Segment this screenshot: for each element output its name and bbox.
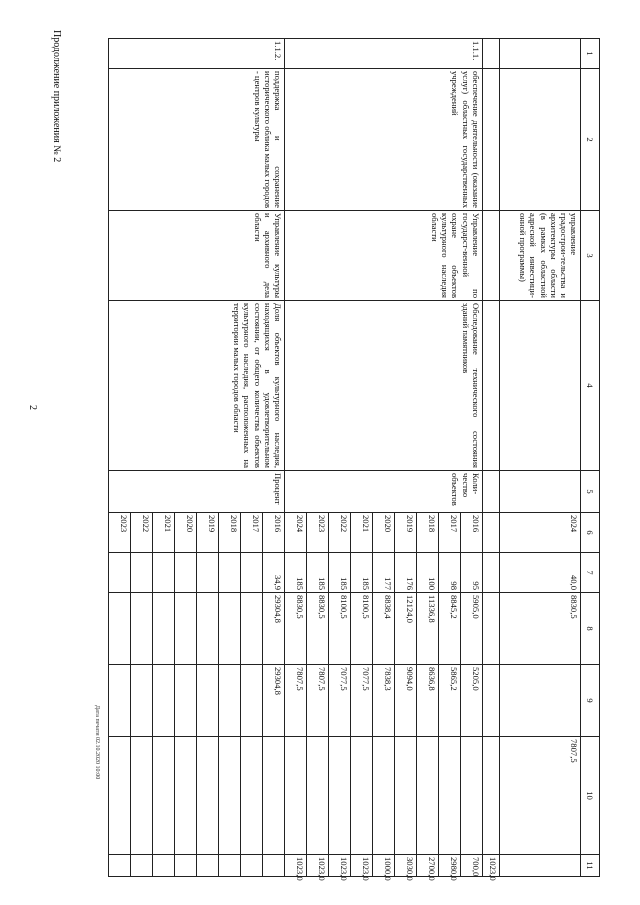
- value-cell: [131, 593, 153, 665]
- value-cell: 8636,8: [416, 665, 438, 737]
- value-cell: [196, 737, 218, 855]
- value-cell: 8830,5: [499, 593, 580, 665]
- value-cell: [153, 855, 175, 877]
- year-cell: 2016: [262, 513, 284, 553]
- value-cell: 98: [438, 553, 460, 593]
- value-cell: [153, 737, 175, 855]
- value-cell: 5865,2: [438, 665, 460, 737]
- value-cell: 2700,0: [416, 855, 438, 877]
- value-cell: [109, 553, 131, 593]
- value-cell: [218, 553, 240, 593]
- value-cell: 1023,0: [482, 855, 499, 877]
- year-cell: 2023: [306, 513, 328, 553]
- header-cell: 5: [581, 471, 600, 513]
- value-cell: [218, 593, 240, 665]
- year-cell: 2022: [131, 513, 153, 553]
- value-cell: 1023,0: [350, 855, 372, 877]
- value-cell: [109, 855, 131, 877]
- value-cell: [240, 855, 262, 877]
- header-cell: 8: [581, 593, 600, 665]
- value-cell: 5205,0: [460, 665, 482, 737]
- value-cell: 7077,5: [328, 665, 350, 737]
- value-cell: [109, 593, 131, 665]
- value-cell: 8845,2: [438, 593, 460, 665]
- value-cell: [240, 553, 262, 593]
- item-executor: Управление культуры и архивного дела области: [109, 211, 285, 301]
- year-cell: 2024: [499, 513, 580, 553]
- carry-executor: управление градострои-тельства и архитектуры области (в рамках областной адресной инвестици-онной программы): [499, 211, 580, 301]
- value-cell: [240, 737, 262, 855]
- value-cell: 5905,0: [460, 593, 482, 665]
- value-cell: [240, 665, 262, 737]
- value-cell: 8830,5: [284, 593, 306, 665]
- year-cell: 2020: [372, 513, 394, 553]
- value-cell: [153, 665, 175, 737]
- year-cell: 2016: [460, 513, 482, 553]
- value-cell: 1023,0: [328, 855, 350, 877]
- value-cell: [372, 737, 394, 855]
- value-cell: [109, 665, 131, 737]
- value-cell: [174, 665, 196, 737]
- value-cell: [328, 737, 350, 855]
- value-cell: [262, 737, 284, 855]
- year-cell: 2017: [438, 513, 460, 553]
- value-cell: [394, 737, 416, 855]
- table-row: [460, 39, 482, 877]
- value-cell: [196, 593, 218, 665]
- value-cell: 185: [350, 553, 372, 593]
- carry-row: [499, 39, 580, 877]
- value-cell: 8100,5: [350, 593, 372, 665]
- value-cell: 3030,0: [394, 855, 416, 877]
- value-cell: [131, 553, 153, 593]
- value-cell: [131, 665, 153, 737]
- value-cell: 8838,4: [372, 593, 394, 665]
- item-indicator: Доля объектов культурного наследия, находящихся в удовлетворительном состоянии, от общего количества объектов культурного наследия, расположенных на территории малых городов области: [109, 301, 285, 471]
- year-cell: 2023: [109, 513, 131, 553]
- value-cell: [174, 855, 196, 877]
- value-cell: [460, 737, 482, 855]
- value-cell: [438, 737, 460, 855]
- value-cell: 7807,5: [306, 665, 328, 737]
- value-cell: [174, 553, 196, 593]
- year-cell: 2017: [240, 513, 262, 553]
- item-2-body: [109, 39, 285, 877]
- header-cell: 2: [581, 69, 600, 211]
- value-cell: [174, 737, 196, 855]
- value-cell: [174, 593, 196, 665]
- value-cell: 176: [394, 553, 416, 593]
- value-cell: 2980,0: [438, 855, 460, 877]
- header-cell: 4: [581, 301, 600, 471]
- value-cell: 40,0: [499, 553, 580, 593]
- value-cell: 29304,8: [262, 593, 284, 665]
- year-cell: 2020: [174, 513, 196, 553]
- value-cell: [284, 737, 306, 855]
- value-cell: 7807,5: [499, 737, 580, 855]
- value-cell: 8100,5: [328, 593, 350, 665]
- item-number: 1.1.1.: [284, 39, 482, 69]
- value-cell: 185: [306, 553, 328, 593]
- header-cell: 10: [581, 737, 600, 855]
- value-cell: 12124,0: [394, 593, 416, 665]
- value-cell: [218, 737, 240, 855]
- item-unit: Процент: [109, 471, 285, 513]
- value-cell: 9094,0: [394, 665, 416, 737]
- header-cell: 1: [581, 39, 600, 69]
- table-row: [262, 39, 284, 877]
- value-cell: 7807,5: [284, 665, 306, 737]
- value-cell: [306, 737, 328, 855]
- value-cell: 100: [416, 553, 438, 593]
- year-cell: 2024: [284, 513, 306, 553]
- value-cell: 11336,8: [416, 593, 438, 665]
- item-unit: Коли-чество объектов: [284, 471, 482, 513]
- value-cell: [416, 737, 438, 855]
- value-cell: 7838,3: [372, 665, 394, 737]
- print-date: Дата печати 02.10.2020 10:00: [94, 705, 100, 780]
- value-cell: [240, 593, 262, 665]
- year-cell: 2019: [394, 513, 416, 553]
- continuation-title: Продолжение приложения № 2: [51, 30, 62, 163]
- item-indicator: Обследование технического состояния зданий памятников: [284, 301, 482, 471]
- value-cell: 1023,0: [306, 855, 328, 877]
- year-cell: 2021: [153, 513, 175, 553]
- value-cell: 1023,0: [284, 855, 306, 877]
- year-cell: 2018: [218, 513, 240, 553]
- value-cell: [131, 855, 153, 877]
- header-cell: 7: [581, 553, 600, 593]
- header-cell: 11: [581, 855, 600, 877]
- value-cell: [350, 737, 372, 855]
- year-cell: 2018: [416, 513, 438, 553]
- value-cell: 185: [284, 553, 306, 593]
- item-title: поддержка и сохранение исторического облика малых городов - центров культуры: [109, 69, 285, 211]
- year-cell: 2021: [350, 513, 372, 553]
- item-1-body: [284, 39, 482, 881]
- rotated-table-wrapper: [108, 38, 600, 881]
- value-cell: 7077,5: [350, 665, 372, 737]
- item-executor: Управление по государст-венной охране объектов культурного наследия области: [284, 211, 482, 301]
- value-cell: 185: [328, 553, 350, 593]
- item-number: 1.1.2.: [109, 39, 285, 69]
- value-cell: 177: [372, 553, 394, 593]
- value-cell: [262, 855, 284, 877]
- value-cell: 700,0: [460, 855, 482, 877]
- value-cell: [196, 553, 218, 593]
- value-cell: 34,9: [262, 553, 284, 593]
- header-row: [581, 39, 600, 877]
- header-cell: 6: [581, 513, 600, 553]
- value-cell: [218, 665, 240, 737]
- program-table: [108, 38, 600, 881]
- value-cell: 1000,0: [372, 855, 394, 877]
- value-cell: [131, 737, 153, 855]
- value-cell: [153, 553, 175, 593]
- value-cell: 8830,5: [306, 593, 328, 665]
- year-cell: 2022: [328, 513, 350, 553]
- carry-row-cont: [482, 39, 499, 877]
- value-cell: 95: [460, 553, 482, 593]
- item-title: обеспечение деятельности (оказание услуг) областных государственных учреждений: [284, 69, 482, 211]
- value-cell: [196, 665, 218, 737]
- value-cell: [218, 855, 240, 877]
- value-cell: 29304,8: [262, 665, 284, 737]
- value-cell: [153, 593, 175, 665]
- year-cell: 2019: [196, 513, 218, 553]
- value-cell: [196, 855, 218, 877]
- page-number: 2: [27, 405, 38, 410]
- header-cell: 3: [581, 211, 600, 301]
- header-cell: 9: [581, 665, 600, 737]
- value-cell: [109, 737, 131, 855]
